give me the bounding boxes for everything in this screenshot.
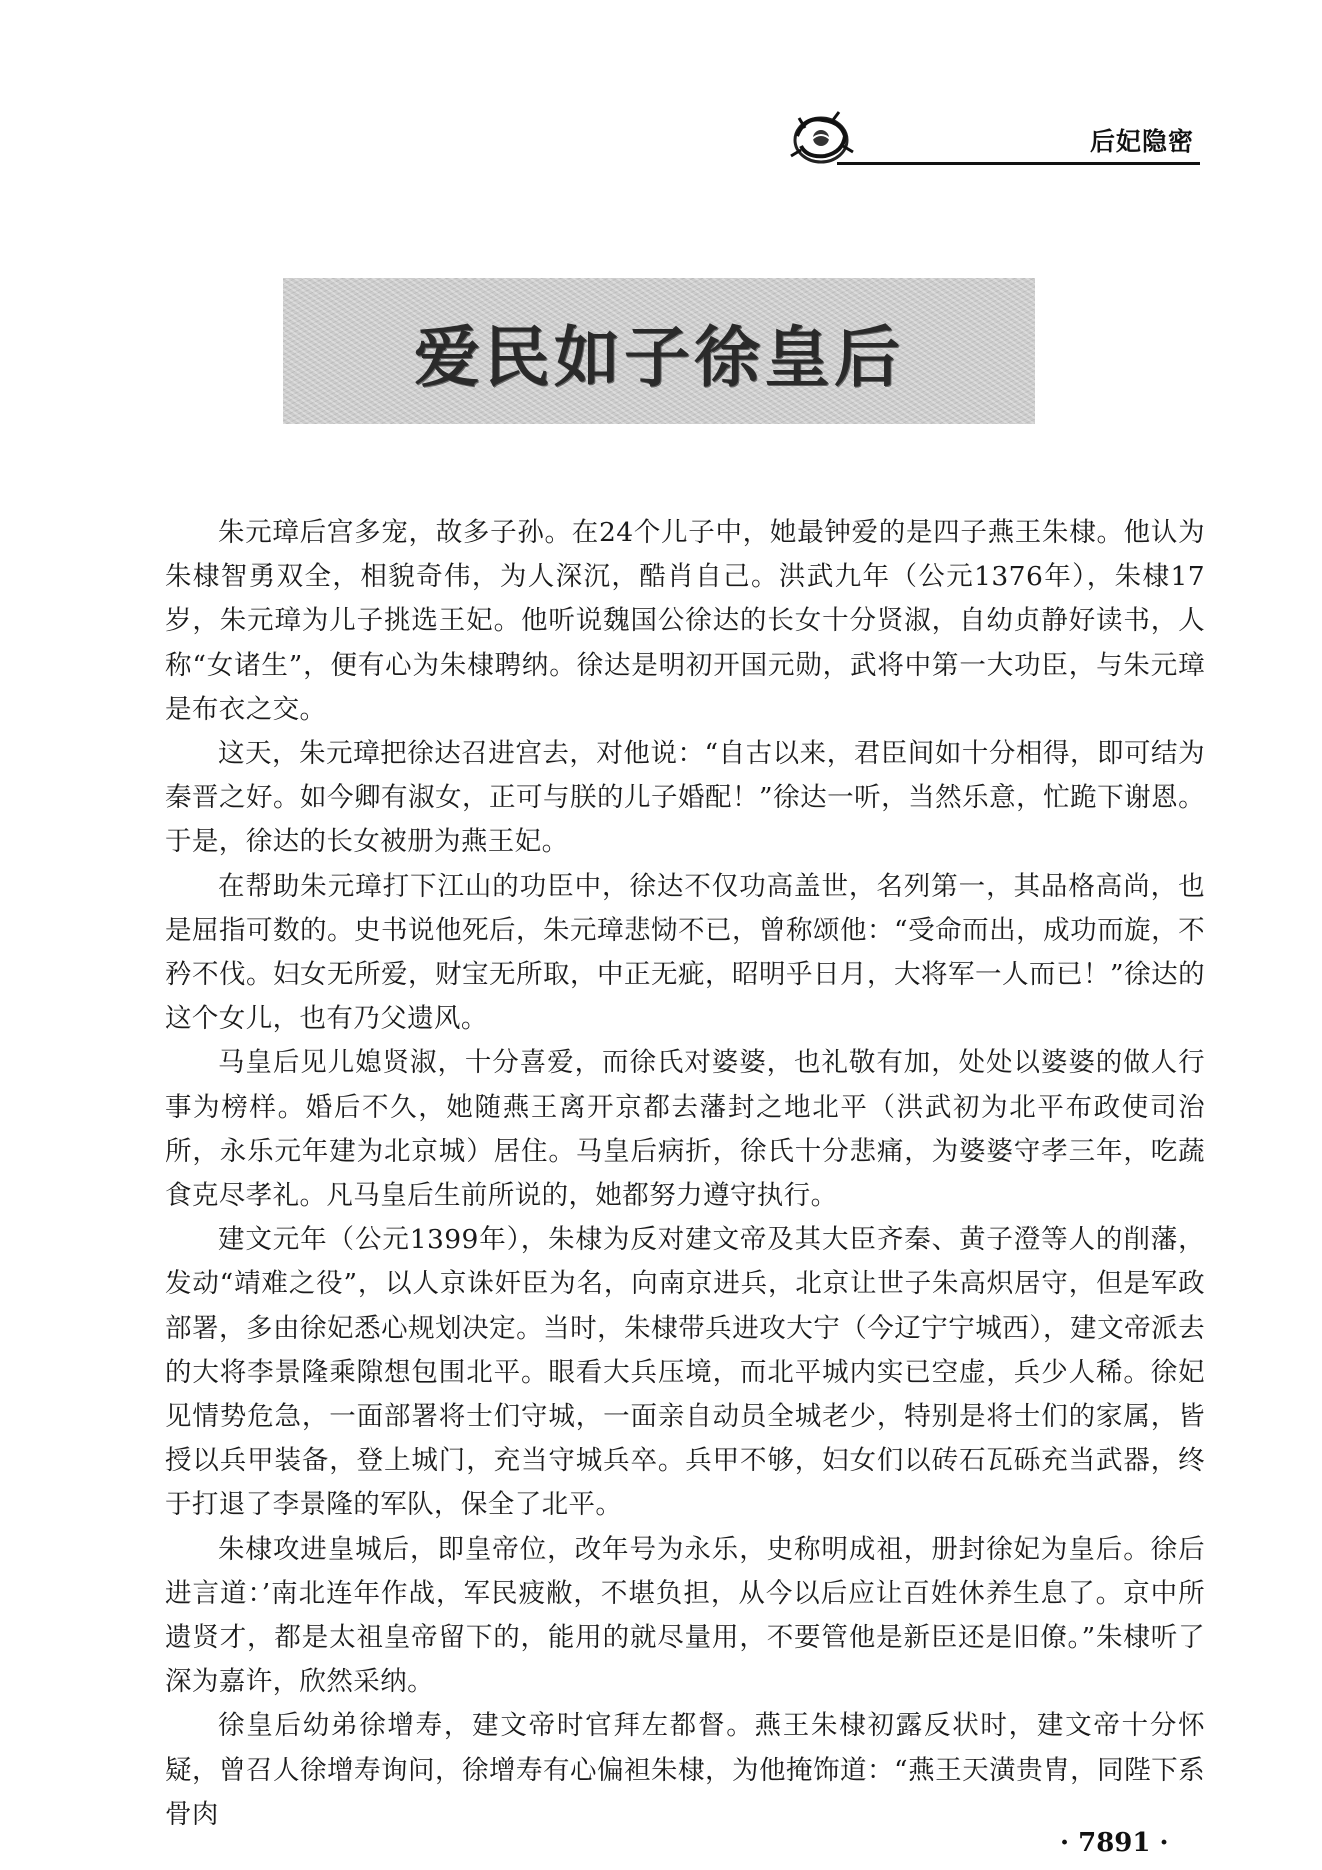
- paragraph: 朱棣攻进皇城后，即皇帝位，改年号为永乐，史称明成祖，册封徐妃为皇后。徐后进言道：’南北连年作战，军民疲敝，不堪负担，从今以后应让百姓休养生息了。京中所遗贤才，都是太祖皇帝留下的，能用的就尽量用，不要管他是新臣还是旧僚。”朱棣听了深为嘉许，欣然采纳。: [165, 1533, 1205, 1698]
- paragraph: 在帮助朱元璋打下江山的功臣中，徐达不仅功高盖世，名列第一，其品格高尚，也是屈指可数的。史书说他死后，朱元璋悲恸不已，曾称颂他：“受命而出，成功而旋，不矜不伐。妇女无所爱，财宝无所取，中正无疵，昭明乎日月，大将军一人而已！”徐达的这个女儿，也有乃父遗风。: [165, 870, 1205, 1035]
- article-body: [165, 511, 1205, 1837]
- dragon-emblem-icon: [785, 106, 857, 170]
- article-title: 爱民如子徐皇后: [414, 317, 904, 396]
- paragraph: 建文元年（公元1399年），朱棣为反对建文帝及其大臣齐秦、黄子澄等人的削藩，发动“靖难之役”，以人京诛奸臣为名，向南京进兵，北京让世子朱高炽居守，但是军政部署，多由徐妃悉心规划决定。当时，朱棣带兵进攻大宁（今辽宁宁城西），建文帝派去的大将李景隆乘隙想包围北平。眼看大兵压境，而北平城内实已空虚，兵少人稀。徐妃见情势危急，一面部署将士们守城，一面亲自动员全城老少，特别是将士们的家属，皆授以兵甲装备，登上城门，充当守城兵卒。兵甲不够，妇女们以砖石瓦砾充当武器，终于打退了李景隆的军队，保全了北平。: [165, 1224, 1205, 1521]
- paragraph: 徐皇后幼弟徐增寿，建文帝时官拜左都督。燕王朱棣初露反状时，建文帝十分怀疑，曾召人徐增寿询问，徐增寿有心偏袒朱棣，为他掩饰道：“燕王天潢贵胄，同陛下系骨肉: [165, 1710, 1205, 1830]
- page-number: · 7891 ·: [1060, 1828, 1169, 1858]
- paragraph: 马皇后见儿媳贤淑，十分喜爱，而徐氏对婆婆，也礼敬有加，处处以婆婆的做人行事为榜样。婚后不久，她随燕王离开京都去藩封之地北平（洪武初为北平布政使司治所，永乐元年建为北京城）居住。马皇后病折，徐氏十分悲痛，为婆婆守孝三年，吃蔬食克尽孝礼。凡马皇后生前所说的，她都努力遵守执行。: [165, 1047, 1205, 1212]
- header-rule: [837, 162, 1200, 165]
- title-banner: [283, 278, 1035, 424]
- paragraph: 这天，朱元璋把徐达召进宫去，对他说：“自古以来，君臣间如十分相得，即可结为秦晋之好。如今卿有淑女，正可与朕的儿子婚配！”徐达一听，当然乐意，忙跪下谢恩。于是，徐达的长女被册为燕王妃。: [165, 738, 1205, 858]
- paragraph: 朱元璋后宫多宠，故多子孙。在24个儿子中，她最钟爱的是四子燕王朱棣。他认为朱棣智勇双全，相貌奇伟，为人深沉，酷肖自己。洪武九年（公元1376年），朱棣17岁，朱元璋为儿子挑选王妃。他听说魏国公徐达的长女十分贤淑，自幼贞静好读书，人称“女诸生”，便有心为朱棣聘纳。徐达是明初开国元勋，武将中第一大功臣，与朱元璋是布衣之交。: [165, 517, 1205, 725]
- running-header: [785, 100, 1200, 180]
- section-name: 后妃隐密: [1089, 127, 1194, 156]
